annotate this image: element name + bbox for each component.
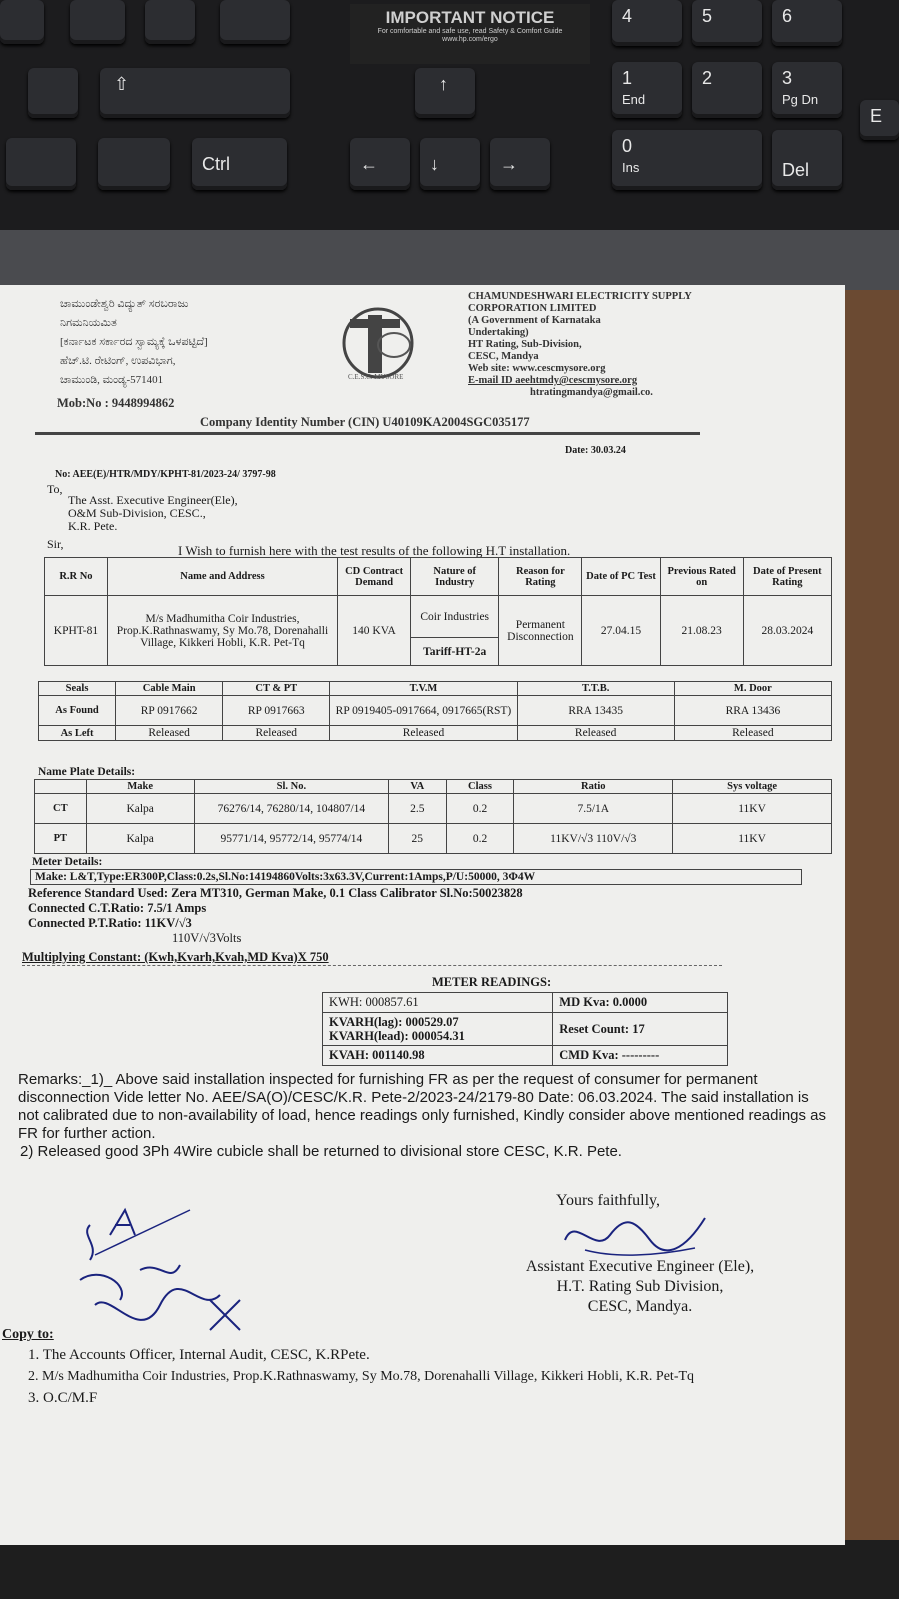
address-line: O&M Sub-Division, CESC.,	[68, 506, 206, 520]
letter-document	[0, 285, 845, 1545]
keyboard-key-3: 3 Pg Dn	[772, 62, 842, 118]
keyboard-key-0: 0 Ins	[612, 130, 762, 190]
header-sys-voltage: Sys voltage	[673, 780, 832, 794]
cell-pt-ratio: 11KV/√3 110V/√3	[514, 824, 673, 854]
closing: Yours faithfully,	[556, 1192, 661, 1209]
header-name-address: Name and Address	[107, 558, 337, 596]
letter-date: Date: 30.03.24	[565, 445, 626, 456]
logo-caption: C.E.S.C. MYSORE	[348, 373, 404, 381]
pt-ratio-secondary: 110V/√3Volts	[172, 931, 242, 945]
keyboard-key	[0, 0, 44, 44]
header-pc-test: Date of PC Test	[582, 558, 660, 596]
cell-left-tvm: Released	[330, 726, 517, 741]
header-cd: CD Contract Demand	[338, 558, 411, 596]
keyboard-key-1: 1 End	[612, 62, 682, 118]
company-line: E-mail ID aeehtmdy@cescmysore.org	[468, 375, 638, 386]
header-blank	[35, 780, 87, 794]
company-line: htratingmandya@gmail.co.	[530, 387, 653, 398]
signatory-line: H.T. Rating Sub Division,	[556, 1278, 724, 1295]
cell-left-door: Released	[674, 726, 831, 741]
cell-ct-class: 0.2	[446, 794, 514, 824]
installation-table	[44, 557, 832, 666]
label-as-found: As Found	[39, 696, 116, 726]
header-seals: Seals	[39, 682, 116, 696]
keyboard-key-down: ↓	[420, 138, 480, 190]
label-as-left: As Left	[39, 726, 116, 741]
keyboard-key-shift: ⇧	[100, 68, 290, 118]
header-m-door: M. Door	[674, 682, 831, 696]
reading-kvarh-lag: KVARH(lag): 000529.07	[329, 1015, 459, 1029]
cell-pt-make: Kalpa	[86, 824, 194, 854]
keyboard-key-windows	[6, 138, 76, 190]
floor	[0, 1540, 899, 1599]
reading-cmd-kva: CMD Kva: ---------	[553, 1046, 728, 1066]
copy-item: 1. The Accounts Officer, Internal Audit, CESC, K.RPete.	[28, 1347, 370, 1363]
important-notice-label	[350, 4, 590, 64]
intro-text: I Wish to furnish here with the test results of the following H.T installation.	[178, 543, 571, 558]
company-line: CORPORATION LIMITED	[468, 303, 597, 314]
cell-tariff: Tariff-HT-2a	[411, 638, 499, 666]
header-make: Make	[86, 780, 194, 794]
keyboard-key-ctrl: Ctrl	[192, 138, 287, 190]
recipient-address	[68, 494, 238, 533]
header-nature: Nature of Industry	[411, 558, 499, 596]
wooden-surface	[839, 290, 899, 1540]
kannada-line: ನಿಗಮನಿಯಮಿತ	[60, 317, 117, 329]
signature-image	[555, 1210, 715, 1260]
reading-kwh: KWH: 000857.61	[323, 993, 553, 1013]
remark-2: 2) Released good 3Ph 4Wire cubicle shall be returned to divisional store CESC, K.R. Pete.	[20, 1143, 622, 1160]
cell-ct-ratio: 7.5/1A	[514, 794, 673, 824]
cell-left-cable: Released	[116, 726, 223, 741]
keyboard-key-6: 6	[772, 0, 842, 46]
seals-table	[38, 681, 832, 741]
cell-ct-sys: 11KV	[673, 794, 832, 824]
reading-kvarh-lead: KVARH(lead): 000054.31	[329, 1029, 465, 1043]
company-line: (A Government of Karnataka	[468, 315, 601, 326]
cell-found-ttb: RRA 13435	[517, 696, 674, 726]
cell-cd: 140 KVA	[338, 596, 411, 666]
header-class: Class	[446, 780, 514, 794]
cell-name-address: M/s Madhumitha Coir Industries, Prop.K.Rathnaswamy, Sy Mo.78, Dorenahalli Village, Kikkeri Hobli, K.R. Pet-Tq	[107, 596, 337, 666]
header-ttb: T.T.B.	[517, 682, 674, 696]
remark-1: Remarks:_1)_ Above said installation inspected for furnishing FR as per the request of consumer for permanent disconnection Vide letter No. AEE/SA(O)/CESC/K.R. Pete-2/2023-24/2179-80 Date: 06.03.2024. The said installation is not calibrated due to non-availability of load, hence readings only furnished, Kindly consider above mentioned readings as FR for further action.	[18, 1071, 827, 1142]
keyboard-key-e: E	[860, 100, 899, 140]
keyboard-key-2: 2	[692, 62, 762, 118]
keyboard-key-up: ↑	[415, 68, 475, 118]
header-sl-no: Sl. No.	[194, 780, 388, 794]
to-label: To,	[47, 482, 63, 496]
keyboard-key-menu	[98, 138, 170, 190]
address-line: The Asst. Executive Engineer(Ele),	[68, 493, 238, 507]
header-present-rating: Date of Present Rating	[743, 558, 831, 596]
mobile-number: Mob:No : 9448994862	[57, 396, 175, 410]
keyboard-key	[220, 0, 290, 44]
cesc-logo	[328, 305, 428, 385]
cell-left-ctpt: Released	[223, 726, 330, 741]
kannada-line: ಚಾಮುಂಡೇಶ್ವರಿ ವಿದ್ಯುತ್ ಸರಬರಾಜು	[60, 298, 189, 310]
cell-found-ctpt: RP 0917663	[223, 696, 330, 726]
company-line: CESC, Mandya	[468, 351, 539, 362]
company-line: HT Rating, Sub-Division,	[468, 339, 582, 350]
cell-pt-va: 25	[388, 824, 446, 854]
reading-kvarh	[323, 1013, 553, 1046]
reading-reset-count: Reset Count: 17	[553, 1013, 728, 1046]
remarks-block	[18, 1071, 828, 1161]
keyboard-key-right: →	[490, 138, 550, 190]
reference-number: No: AEE(E)/HTR/MDY/KPHT-81/2023-24/ 3797-98	[55, 469, 276, 480]
header-ct-pt: CT & PT	[223, 682, 330, 696]
keyboard-key-4: 4	[612, 0, 682, 46]
keyboard-key-left: ←	[350, 138, 410, 190]
kannada-address	[60, 295, 310, 390]
cell-pt-class: 0.2	[446, 824, 514, 854]
company-address	[468, 291, 728, 399]
keyboard-key	[145, 0, 195, 44]
meter-readings-table	[322, 992, 728, 1066]
keyboard-key	[70, 0, 125, 44]
address-line: K.R. Pete.	[68, 519, 118, 533]
header-ratio: Ratio	[514, 780, 673, 794]
cell-rr-no: KPHT-81	[45, 596, 108, 666]
meter-make-line: Make: L&T,Type:ER300P,Class:0.2s,Sl.No:14194860Volts:3x63.3V,Current:1Amps,P/U:50000, 3Φ4W	[30, 869, 802, 885]
cell-prev-rated: 21.08.23	[660, 596, 743, 666]
keyboard-key-del: Del	[772, 130, 842, 190]
nameplate-title: Name Plate Details:	[38, 766, 136, 778]
reading-md-kva: MD Kva: 0.0000	[553, 993, 728, 1013]
company-line: Undertaking)	[468, 327, 529, 338]
signatory-line: CESC, Mandya.	[587, 1298, 693, 1315]
notice-title: IMPORTANT NOTICE	[385, 8, 555, 27]
keyboard-key-5: 5	[692, 0, 762, 46]
dashed-divider	[22, 965, 722, 966]
signatory-line: Assistant Executive Engineer (Ele),	[525, 1258, 755, 1275]
kannada-line: ಚಾಮುಂಡಿ, ಮಂಡ್ಯ-571401	[60, 374, 164, 386]
header-prev-rated: Previous Rated on	[660, 558, 743, 596]
cell-present: 28.03.2024	[743, 596, 831, 666]
cell-pt-sl: 95771/14, 95772/14, 95774/14	[194, 824, 388, 854]
row-pt-label: PT	[35, 824, 87, 854]
header-tvm: T.V.M	[330, 682, 517, 696]
kannada-line: ಹೆಚ್.ಟಿ. ರೇಟಿಂಗ್, ಉಪವಿಭಾಗ,	[60, 355, 176, 367]
desk-edge	[0, 230, 899, 290]
copy-item: 2. M/s Madhumitha Coir Industries, Prop.K.Rathnaswamy, Sy Mo.78, Dorenahalli Village, Kikkeri Hobli, K.R. Pet-Tq	[28, 1369, 695, 1384]
cell-pc-test: 27.04.15	[582, 596, 660, 666]
copy-to-title: Copy to:	[2, 1327, 54, 1342]
cell-ct-make: Kalpa	[86, 794, 194, 824]
header-rr-no: R.R No	[45, 558, 108, 596]
cin-divider	[35, 432, 700, 435]
cell-ct-sl: 76276/14, 76280/14, 104807/14	[194, 794, 388, 824]
header-reason: Reason for Rating	[499, 558, 582, 596]
copy-item: 3. O.C/M.F	[28, 1390, 98, 1406]
pt-ratio: Connected P.T.Ratio: 11KV/√3	[28, 916, 192, 930]
cell-left-ttb: Released	[517, 726, 674, 741]
cell-found-cable: RP 0917662	[116, 696, 223, 726]
company-identity-number: Company Identity Number (CIN) U40109KA2004SGC035177	[200, 415, 530, 429]
cell-ct-va: 2.5	[388, 794, 446, 824]
cell-found-door: RRA 13436	[674, 696, 831, 726]
meter-details-title: Meter Details:	[32, 856, 103, 868]
salutation: Sir,	[47, 537, 64, 551]
multiplying-constant: Multiplying Constant: (Kwh,Kvarh,Kvah,MD Kva)X 750	[22, 950, 329, 964]
cell-reason: Permanent Disconnection	[499, 596, 582, 666]
keyboard-key	[28, 68, 78, 118]
row-ct-label: CT	[35, 794, 87, 824]
reading-kvah: KVAH: 001140.98	[323, 1046, 553, 1066]
kannada-line: [ಕರ್ನಾಟಕ ಸರ್ಕಾರದ ಸ್ವಾಮ್ಯಕ್ಕೆ ಒಳಪಟ್ಟಿದೆ]	[60, 336, 208, 348]
company-line: Web site: www.cescmysore.org	[468, 363, 606, 374]
meter-readings-title: METER READINGS:	[432, 975, 552, 989]
ct-ratio: Connected C.T.Ratio: 7.5/1 Amps	[28, 901, 207, 915]
cell-pt-sys: 11KV	[673, 824, 832, 854]
meter-details-block	[28, 886, 523, 946]
notice-subtitle: For comfortable and safe use, read Safety & Comfort Guide www.hp.com/ergo	[377, 28, 563, 43]
reference-standard: Reference Standard Used: Zera MT310, German Make, 0.1 Class Calibrator Sl.No:50023828	[28, 886, 523, 900]
signatory-designation	[480, 1257, 800, 1317]
nameplate-table	[34, 779, 832, 854]
cell-nature: Coir Industries	[411, 596, 499, 638]
cell-found-tvm: RP 0919405-0917664, 0917665(RST)	[330, 696, 517, 726]
copy-to-list	[28, 1345, 833, 1408]
company-line: CHAMUNDESHWARI ELECTRICITY SUPPLY	[468, 291, 692, 302]
handwritten-initials	[70, 1205, 250, 1345]
header-va: VA	[388, 780, 446, 794]
header-cable-main: Cable Main	[116, 682, 223, 696]
